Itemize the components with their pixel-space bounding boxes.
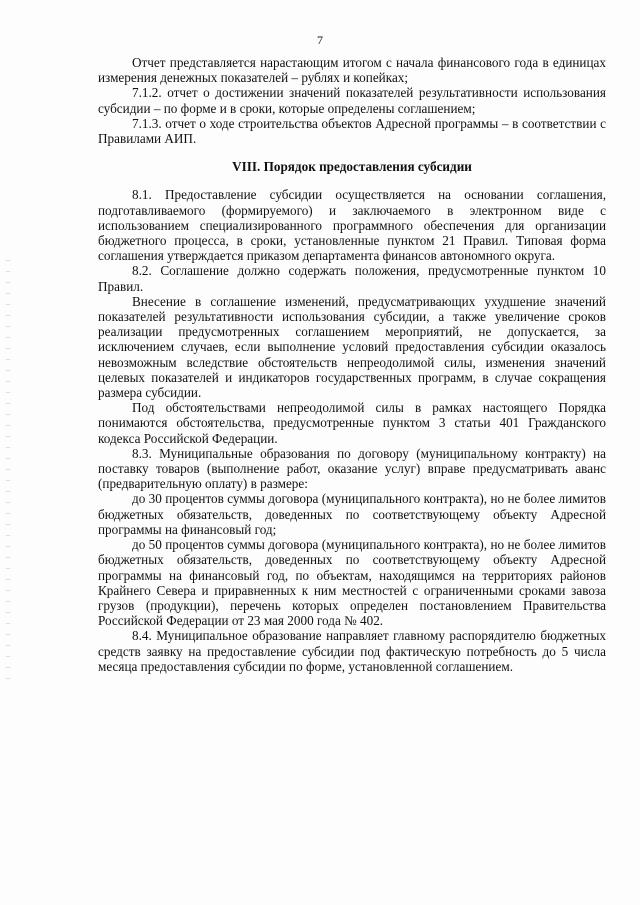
paragraph-8-2: 8.2. Соглашение должно содержать положения, предусмотренные пунктом 10 Правил. — [98, 263, 606, 294]
document-body — [98, 55, 606, 674]
paragraph-advance-30: до 30 процентов суммы договора (муниципального контракта), но не более лимитов бюджетных обязательств, доведенных по соответствующему объекту Адресной программы на финансовый год; — [98, 491, 606, 537]
paragraph-7-1-2: 7.1.2. отчет о достижении значений показателей результативности использования субсидии – по форме и в сроки, которые определены соглашением; — [98, 85, 606, 116]
paragraph-8-4: 8.4. Муниципальное образование направляет главному распорядителю бюджетных средств заявку на предоставление субсидии под фактическую потребность до 5 числа месяца предоставления субсидии по форме, установленной соглашением. — [98, 628, 606, 674]
section-heading: VIII. Порядок предоставления субсидии — [232, 159, 472, 175]
paragraph-8-1: 8.1. Предоставление субсидии осуществляется на основании соглашения, подготавливаемого (формируемого) и заключаемого в электронном виде с использованием специализированного программного обеспечения для организации бюджетного процесса, в сроки, установленные пунктом 21 Правил. Типовая форма соглашения утверждается приказом департамента финансов автономного округа. — [98, 187, 606, 264]
page-number: 7 — [317, 33, 323, 47]
paragraph-amendments: Внесение в соглашение изменений, предусматривающих ухудшение значений показателей результативности использования субсидии, а также увеличение сроков реализации предусмотренных соглашением мероприятий, не допускается, за исключением случаев, если выполнение условий предоставления субсидии оказалось невозможным вследствие обстоятельств непреодолимой силы, изменения значений целевых показателей и индикаторов государственных программ, в случае сокращения размера субсидии. — [98, 293, 606, 401]
paragraph-8-3: 8.3. Муниципальные образования по договору (муниципальному контракту) на поставку товаров (выполнение работ, оказание услуг) вправе предусматривать аванс (предварительную оплату) в размере: — [98, 445, 606, 492]
paragraph-report-units: Отчет представляется нарастающим итогом с начала финансового года в единицах измерения денежных показателей – рублях и копейках; — [98, 55, 606, 86]
paragraph-advance-50: до 50 процентов суммы договора (муниципального контракта), но не более лимитов бюджетных обязательств, доведенных по соответствующему объекту Адресной программы на финансовый год, по объектам, находящимся на территориях районов Крайнего Севера и приравненных к ним местностей с ограниченными сроками завоза грузов (продукции), перечень которых определен постановлением Правительства Российской Федерации от 23 мая 2000 года № 402. — [98, 537, 606, 629]
scan-margin-marks — [6, 260, 10, 680]
paragraph-7-1-3: 7.1.3. отчет о ходе строительства объектов Адресной программы – в соответствии с Правилами АИП. — [98, 115, 606, 147]
paragraph-force-majeure: Под обстоятельствами непреодолимой силы в рамках настоящего Порядка понимаются обстоятельства, предусмотренные пунктом 3 статьи 401 Гражданского кодекса Российской Федерации. — [98, 400, 606, 446]
